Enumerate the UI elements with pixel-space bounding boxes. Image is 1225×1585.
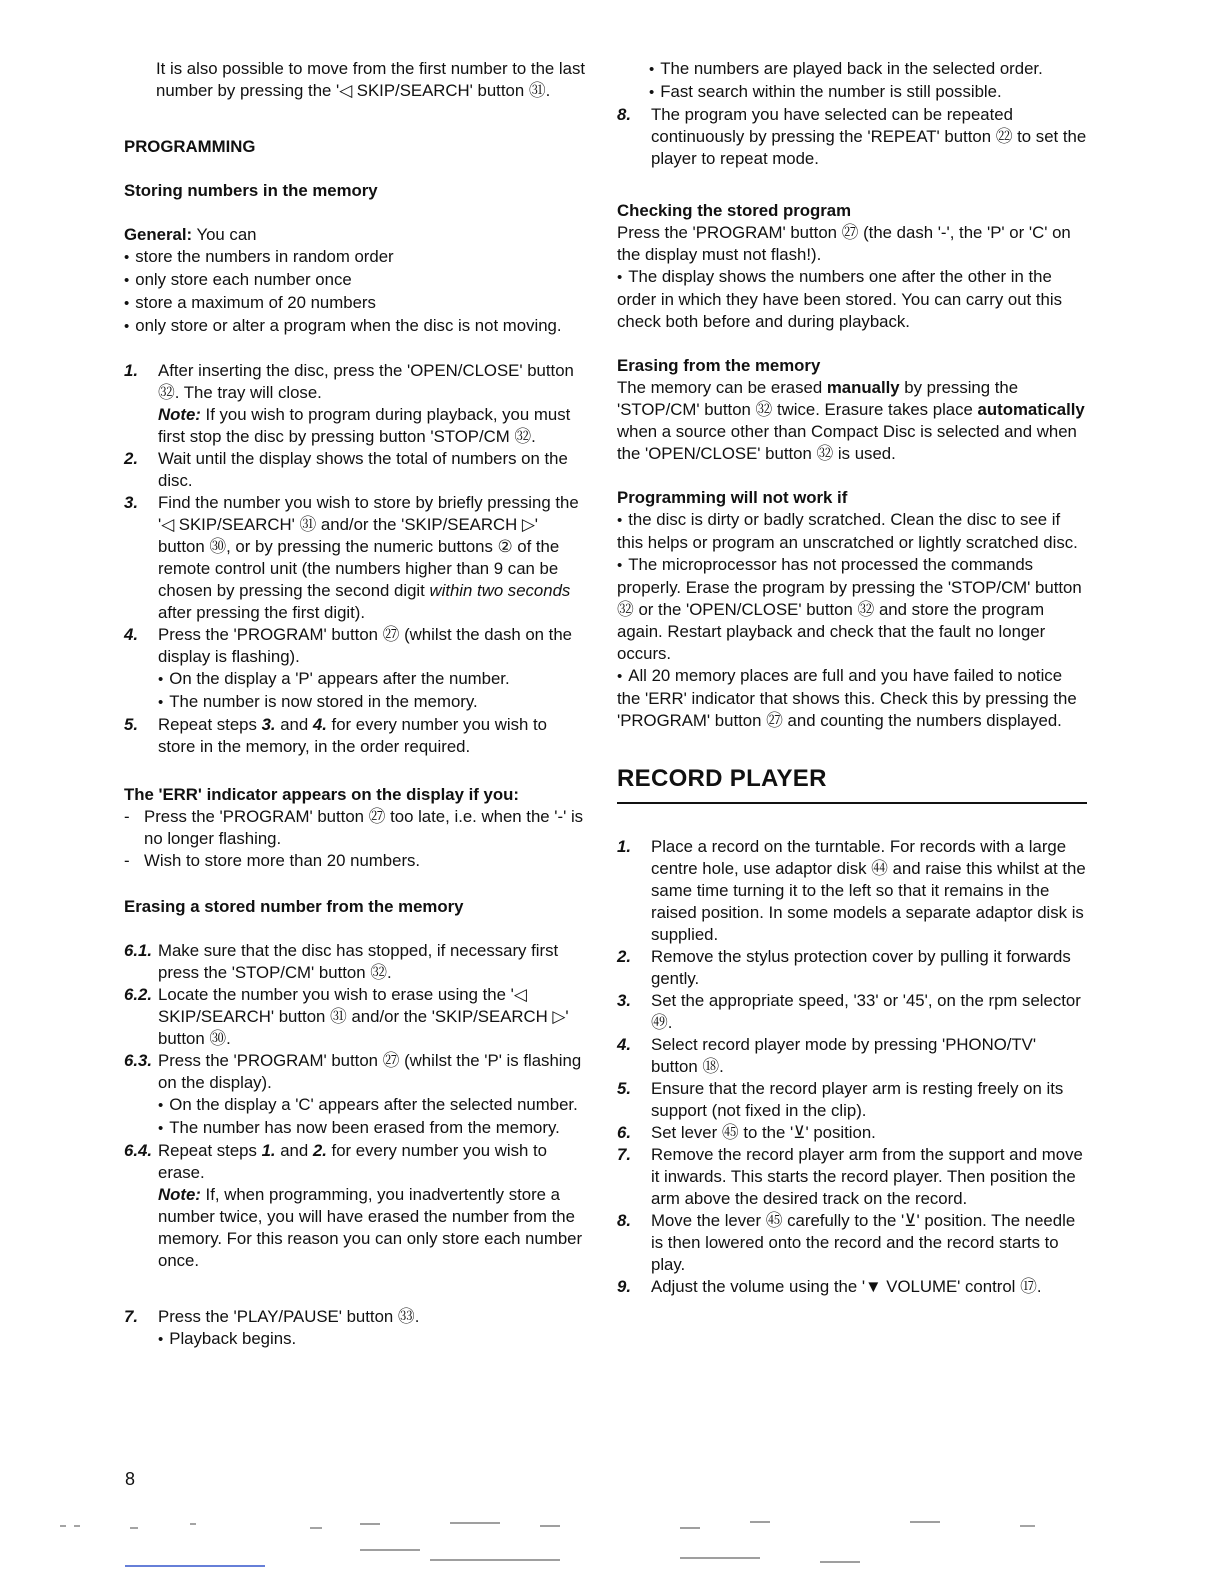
step-text: Wait until the display shows the total of numbers on the disc. — [158, 449, 568, 490]
step-ref: 1. — [261, 1141, 276, 1160]
not-work-item: • the disc is dirty or badly scratched. Clean the disc to see if this helps or program an unscratched or lightly scratched disc. — [617, 509, 1087, 554]
step-text: Press the 'PROGRAM' button ㉗ (whilst the dash on the display is flashing). — [158, 625, 573, 666]
err-item — [124, 850, 586, 872]
erase-step-6-4 — [124, 1140, 586, 1272]
step-text: The program you have selected can be repeated continuously by pressing the 'REPEAT' button ㉒ to set the player to repeat mode. — [651, 105, 1087, 168]
step-7 — [124, 1306, 586, 1351]
step-ref: 4. — [312, 715, 327, 734]
step-text: Press the 'PROGRAM' button ㉗ (whilst the 'P' is flashing on the display). — [158, 1051, 582, 1092]
err-item — [124, 806, 586, 850]
general-item: • only store or alter a program when the disc is not moving. — [124, 315, 586, 338]
step-number: 4. — [617, 1035, 631, 1054]
step-number: 7. — [617, 1145, 631, 1164]
section-title-record-player: RECORD PLAYER — [617, 764, 1087, 804]
step-5 — [124, 714, 586, 758]
step-bullet: • The number is now stored in the memory. — [158, 691, 586, 714]
general-label: General: — [124, 225, 193, 244]
step-8 — [617, 104, 1087, 170]
heading-programming: PROGRAMMING — [124, 137, 256, 156]
step-text-part: and — [275, 715, 313, 734]
step-number: 4. — [124, 625, 138, 644]
step-text-part: Repeat steps — [158, 715, 262, 734]
step-3 — [124, 492, 586, 624]
step-number: 7. — [124, 1307, 138, 1326]
scan-noise — [60, 1520, 1160, 1570]
step-text: Set the appropriate speed, '33' or '45', on the rpm selector ㊾. — [651, 991, 1081, 1032]
erasing-text-part: The memory can be erased — [617, 378, 827, 397]
step-4 — [124, 624, 586, 714]
step-number: 1. — [617, 837, 631, 856]
record-step — [617, 1122, 1087, 1144]
record-step — [617, 1078, 1087, 1122]
step-text — [158, 1140, 586, 1184]
step-number: 8. — [617, 1211, 631, 1230]
step-number: 2. — [124, 449, 138, 468]
checking-text: Press the 'PROGRAM' button ㉗ (the dash '-', the 'P' or 'C' on the display must not flash!). — [617, 223, 1071, 264]
general-item: • store the numbers in random order — [124, 246, 586, 269]
step-bullet: • The number has now been erased from the memory. — [158, 1117, 586, 1140]
step-ref: 2. — [312, 1141, 327, 1160]
record-step — [617, 1210, 1087, 1276]
step-number: 5. — [124, 715, 138, 734]
step-text-part: after pressing the first digit). — [158, 603, 366, 622]
note-text: If, when programming, you inadvertently store a number twice, you will have erased the number from the memory. For this reason you can only store each number once. — [158, 1185, 583, 1270]
step-text: Ensure that the record player arm is resting freely on its support (not fixed in the clip). — [651, 1079, 1064, 1120]
general-text: You can — [192, 225, 257, 244]
step-text — [158, 492, 586, 624]
right-column — [617, 58, 1087, 1298]
record-step — [617, 1034, 1087, 1078]
erase-step-6-2 — [124, 984, 586, 1050]
record-step — [617, 1144, 1087, 1210]
erasing-emphasis: manually — [826, 378, 900, 397]
step-number: 8. — [617, 105, 631, 124]
erase-step-6-3 — [124, 1050, 586, 1140]
heading-erasing-number: Erasing a stored number from the memory — [124, 897, 464, 916]
erasing-text-part: by pressing the 'STOP/CM' button ㉜ twice. Erasure takes place — [617, 378, 1019, 419]
erase-step-6-1 — [124, 940, 586, 984]
general-line — [124, 224, 586, 246]
left-column — [124, 58, 586, 1351]
note-text: If you wish to program during playback, you must first stop the disc by pressing button 'STOP/CM ㉜. — [158, 405, 571, 446]
heading-programming-not-work: Programming will not work if — [617, 488, 848, 507]
step-text: Set lever ㊺ to the '⊻' position. — [651, 1123, 876, 1142]
record-step — [617, 946, 1087, 990]
step-bullet: • On the display a 'C' appears after the selected number. — [158, 1094, 586, 1117]
err-text: Wish to store more than 20 numbers. — [144, 851, 421, 870]
step-number: 9. — [617, 1277, 631, 1296]
step-number: 6.1. — [124, 941, 152, 960]
dash-mark: - — [124, 851, 130, 870]
not-work-item: • The microprocessor has not processed the commands properly. Erase the program by pressing the 'STOP/CM' button ㉜ or the 'OPEN/CLOSE' button ㉜ and store the program again. Restart playback and check that the fault no longer occurs. — [617, 554, 1087, 665]
step-text: After inserting the disc, press the 'OPEN/CLOSE' button ㉜. The tray will close. — [158, 361, 574, 402]
step-text: Adjust the volume using the '▼ VOLUME' control ⑰. — [651, 1277, 1042, 1296]
step-bullet: • Playback begins. — [158, 1328, 586, 1351]
step-number: 2. — [617, 947, 631, 966]
checking-bullet: • The display shows the numbers one after the other in the order in which they have been stored. You can carry out this check both before and during playback. — [617, 266, 1087, 333]
step-1 — [124, 360, 586, 448]
step-ref: 3. — [261, 715, 276, 734]
step-number: 6. — [617, 1123, 631, 1142]
step-text: Press the 'PLAY/PAUSE' button ㉝. — [158, 1307, 420, 1326]
step-number: 6.3. — [124, 1051, 152, 1070]
general-item: • only store each number once — [124, 269, 586, 292]
page-number: 8 — [125, 1469, 136, 1489]
step-number: 3. — [617, 991, 631, 1010]
step-text: Locate the number you wish to erase using the '◁ SKIP/SEARCH' button ㉛ and/or the 'SKIP/SEARCH ▷' button ㉚. — [158, 985, 569, 1048]
step-number: 5. — [617, 1079, 631, 1098]
step-number: 1. — [124, 361, 138, 380]
step-text-emphasis: within two seconds — [429, 581, 571, 600]
heading-checking: Checking the stored program — [617, 201, 852, 220]
erasing-text — [617, 377, 1087, 465]
step-text-part: Repeat steps — [158, 1141, 262, 1160]
step-text: Select record player mode by pressing 'PHONO/TV' button ⑱. — [651, 1035, 1037, 1076]
record-step — [617, 836, 1087, 946]
step-text: Place a record on the turntable. For records with a large centre hole, use adaptor disk ㊹ and raise this whilst at the same time turning it to the left so that it remains in the raised position. In some models a separate adaptor disk is supplied. — [651, 837, 1086, 944]
erasing-text-part: when a source other than Compact Disc is selected and when the 'OPEN/CLOSE' button ㉜ is used. — [617, 422, 1077, 463]
heading-err: The 'ERR' indicator appears on the display if you: — [124, 785, 519, 804]
note-1 — [158, 404, 586, 448]
step-text: Remove the stylus protection cover by pulling it forwards gently. — [651, 947, 1071, 988]
note-label: Note: — [158, 1185, 201, 1204]
scan-noise-marks — [60, 1522, 1035, 1562]
heading-storing: Storing numbers in the memory — [124, 181, 378, 200]
step-number: 3. — [124, 493, 138, 512]
intro-paragraph: It is also possible to move from the first number to the last number by pressing the '◁ SKIP/SEARCH' button ㉛. — [156, 59, 586, 100]
general-item: • store a maximum of 20 numbers — [124, 292, 586, 315]
step-text: Remove the record player arm from the support and move it inwards. This starts the record player. Then position the arm above the desired track on the record. — [651, 1145, 1083, 1208]
record-steps — [617, 836, 1087, 1298]
erasing-emphasis: automatically — [977, 400, 1085, 419]
step-text-part: Find the number you wish to store by briefly pressing the '◁ SKIP/SEARCH' ㉛ and/or the 'SKIP/SEARCH ▷' button ㉚, or by pressing the numeric buttons ② of the remote control unit (the numbers higher than 9 can be chosen by pressing the second digit — [158, 493, 579, 600]
step-text-part: and — [275, 1141, 313, 1160]
heading-erasing-memory: Erasing from the memory — [617, 356, 821, 375]
top-bullet: • The numbers are played back in the selected order. — [617, 58, 1087, 81]
step-bullet: • On the display a 'P' appears after the number. — [158, 668, 586, 691]
step-number: 6.2. — [124, 985, 152, 1004]
step-text-part: for every number you wish to store in the memory, in the order required. — [158, 715, 548, 756]
step-text-part: for every number you wish to erase. — [158, 1141, 548, 1182]
step-number: 6.4. — [124, 1141, 152, 1160]
note-2 — [158, 1184, 586, 1272]
dash-mark: - — [124, 807, 130, 826]
err-text: Press the 'PROGRAM' button ㉗ too late, i.e. when the '-' is no longer flashing. — [144, 807, 584, 848]
step-text: Make sure that the disc has stopped, if necessary first press the 'STOP/CM' button ㉜. — [158, 941, 559, 982]
record-step — [617, 990, 1087, 1034]
record-step — [617, 1276, 1087, 1298]
step-text — [158, 714, 586, 758]
step-text: Move the lever ㊺ carefully to the '⊻' position. The needle is then lowered onto the record and the record starts to play. — [651, 1211, 1076, 1274]
not-work-item: • All 20 memory places are full and you have failed to notice the 'ERR' indicator that shows this. Check this by pressing the 'PROGRAM' button ㉗ and counting the numbers displayed. — [617, 665, 1087, 732]
top-bullet: • Fast search within the number is still possible. — [617, 81, 1087, 104]
step-2 — [124, 448, 586, 492]
note-label: Note: — [158, 405, 201, 424]
